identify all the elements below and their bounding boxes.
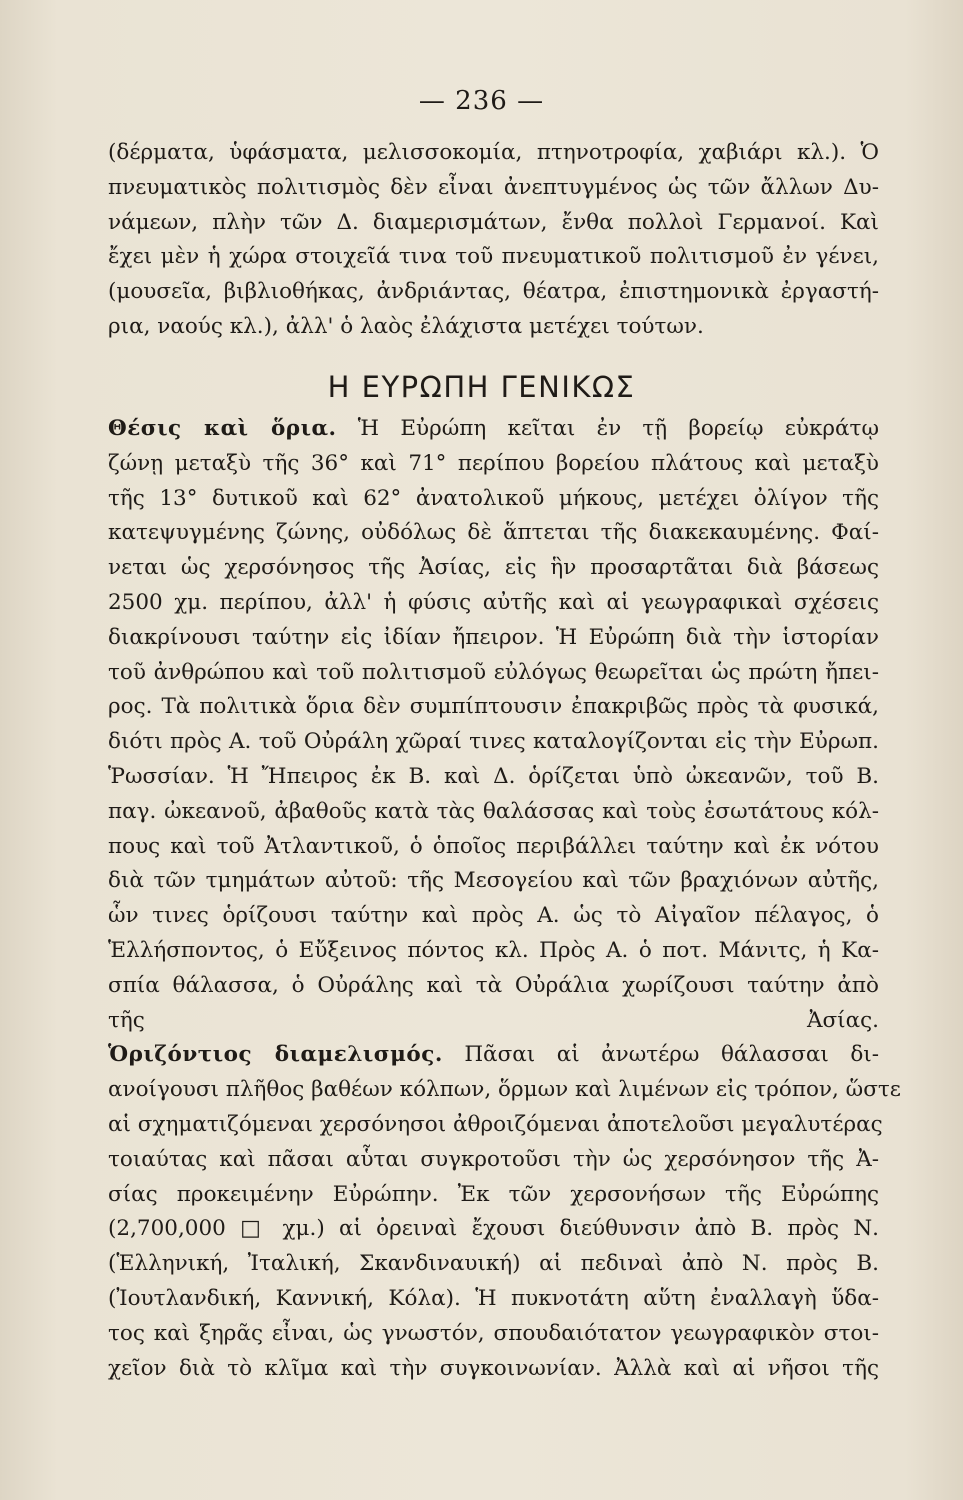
text-line: Ἑλλήσποντος, ὁ Εὔξεινος πόντος κλ. Πρὸς Α. ὁ ποτ. Μάνιτς, ἡ Κα- bbox=[108, 937, 879, 963]
text-line: (Ἰουτλανδική, Καννική, Κόλα). Ἡ πυκνοτάτη αὕτη ἐναλλαγὴ ὕδα- bbox=[108, 1285, 879, 1311]
text-line: πους καὶ τοῦ Ἀτλαντικοῦ, ὁ ὁποῖος περιβάλλει ταύτην καὶ ἐκ νότου bbox=[108, 833, 879, 859]
text-line: τῆς 13° δυτικοῦ καὶ 62° ἀνατολικοῦ μήκους, μετέχει ὀλίγον τῆς bbox=[108, 485, 879, 511]
text-line: ὧν τινες ὁρίζουσι ταύτην καὶ πρὸς Α. ὡς τὸ Αἰγαῖον πέλαγος, ὁ bbox=[108, 903, 879, 929]
text-line: αἱ σχηματιζόμεναι χερσόνησοι ἀθροιζόμεναι ἀποτελοῦσι μεγαλυτέρας bbox=[108, 1111, 883, 1137]
subsection-title-coastline: Ὁριζόντιος διαμελισμός. bbox=[108, 1042, 443, 1068]
intro-paragraph bbox=[108, 136, 879, 345]
text-line: ρος. Τὰ πολιτικὰ ὅρια δὲν συμπίπτουσιν ἐπακριβῶς πρὸς τὰ φυσικά, bbox=[108, 694, 879, 720]
text-line: (2,700,000 □ χμ.) αἱ ὀρειναὶ ἔχουσι διεύθυνσιν ἀπὸ Β. πρὸς Ν. bbox=[108, 1216, 879, 1242]
text-line: σίας προκειμένην Εὐρώπην. Ἐκ τῶν χερσονήσων τῆς Εὐρώπης bbox=[108, 1181, 879, 1207]
text-line: πνευματικὸς πολιτισμὸς δὲν εἶναι ἀνεπτυγμένος ὡς τῶν ἄλλων Δυ- bbox=[108, 174, 879, 200]
body-text bbox=[108, 412, 901, 1386]
text-line: (μουσεῖα, βιβλιοθήκας, ἀνδριάντας, θέατρα, ἐπιστημονικὰ ἐργαστή- bbox=[108, 279, 879, 305]
page-number: — 236 — bbox=[418, 86, 545, 116]
text-line: 2500 χμ. περίπου, ἀλλ' ἡ φύσις αὐτῆς καὶ αἱ γεωγραφικαὶ σχέσεις bbox=[108, 589, 879, 615]
text-line: διακρίνουσι ταύτην εἰς ἰδίαν ἤπειρον. Ἡ Εὐρώπη διὰ τὴν ἱστορίαν bbox=[108, 624, 879, 650]
text-line: χεῖον διὰ τὸ κλῖμα καὶ τὴν συγκοινωνίαν. Ἀλλὰ καὶ αἱ νῆσοι τῆς bbox=[108, 1355, 879, 1381]
text-line: τος καὶ ξηρᾶς εἶναι, ὡς γνωστόν, σπουδαιότατον γεωγραφικὸν στοι- bbox=[108, 1320, 879, 1346]
text-line: διὰ τῶν τμημάτων αὐτοῦ: τῆς Μεσογείου καὶ τῶν βραχιόνων αὐτῆς, bbox=[108, 868, 879, 894]
text-line: Θέσις καὶ ὅρια. Ἡ Εὐρώπη κεῖται ἐν τῇ βορείῳ εὐκράτῳ bbox=[108, 416, 879, 441]
text-line: (δέρματα, ὑφάσματα, μελισσοκομία, πτηνοτροφία, χαβιάρι κλ.). Ὁ bbox=[108, 140, 879, 165]
text-line: ανοίγουσι πλῆθος βαθέων κόλπων, ὅρμων καὶ λιμένων εἰς τρόπον, ὥστε bbox=[108, 1077, 901, 1103]
text-line: νεται ὡς χερσόνησος τῆς Ἀσίας, εἰς ἣν προσαρτᾶται διὰ βάσεως bbox=[108, 555, 879, 581]
text-line: Ῥωσσίαν. Ἡ Ἤπειρος ἐκ Β. καὶ Δ. ὁρίζεται ὑπὸ ὠκεανῶν, τοῦ Β. bbox=[108, 763, 879, 789]
subsection-title-position: Θέσις καὶ ὅρια. bbox=[108, 416, 337, 441]
text-line: διότι πρὸς Α. τοῦ Οὐράλη χῶραί τινες καταλογίζονται εἰς τὴν Εὐρωπ. bbox=[108, 729, 879, 755]
text-line: τοιαύτας καὶ πᾶσαι αὗται συγκροτοῦσι τὴν ὡς χερσόνησον τῆς Ἀ- bbox=[108, 1146, 879, 1172]
section-heading: Η ΕΥΡΩΠΗ ΓΕΝΙΚΩΣ bbox=[327, 370, 636, 404]
square-unit-symbol: □ bbox=[240, 1216, 269, 1242]
text-line: ἔχει μὲν ἡ χώρα στοιχεῖά τινα τοῦ πνευματικοῦ πολιτισμοῦ ἐν γένει, bbox=[108, 244, 879, 270]
text-line: (Ἑλληνική, Ἰταλική, Σκανδιναυική) αἱ πεδιναὶ ἀπὸ Ν. πρὸς Β. bbox=[108, 1251, 879, 1277]
text-line: κατεψυγμένης ζώνης, οὐδόλως δὲ ἅπτεται τῆς διακεκαυμένης. Φαί- bbox=[108, 520, 879, 546]
text-line: ζώνῃ μεταξὺ τῆς 36° καὶ 71° περίπου βορείου πλάτους καὶ μεταξὺ bbox=[108, 450, 879, 476]
text-line: Ὁριζόντιος διαμελισμός. Πᾶσαι αἱ ἀνωτέρω θάλασσαι δι- bbox=[108, 1042, 879, 1068]
text-line: νάμεων, πλὴν τῶν Δ. διαμερισμάτων, ἔνθα πολλοὶ Γερμανοί. Καὶ bbox=[108, 209, 879, 235]
text-line: σπία θάλασσα, ὁ Οὐράλης καὶ τὰ Οὐράλια χωρίζουσι ταύτην ἀπὸ bbox=[108, 972, 879, 998]
text-line: ρια, ναούς κλ.), ἀλλ' ὁ λαὸς ἐλάχιστα μετέχει τούτων. bbox=[108, 313, 704, 339]
text-line: τοῦ ἀνθρώπου καὶ τοῦ πολιτισμοῦ εὐλόγως θεωρεῖται ὡς πρώτη ἤπει- bbox=[108, 659, 879, 685]
text-line: τῆς Ἀσίας. bbox=[108, 1007, 879, 1033]
text-line: παγ. ὠκεανοῦ, ἀβαθοῦς κατὰ τὰς θαλάσσας καὶ τοὺς ἐσωτάτους κόλ- bbox=[108, 798, 879, 824]
